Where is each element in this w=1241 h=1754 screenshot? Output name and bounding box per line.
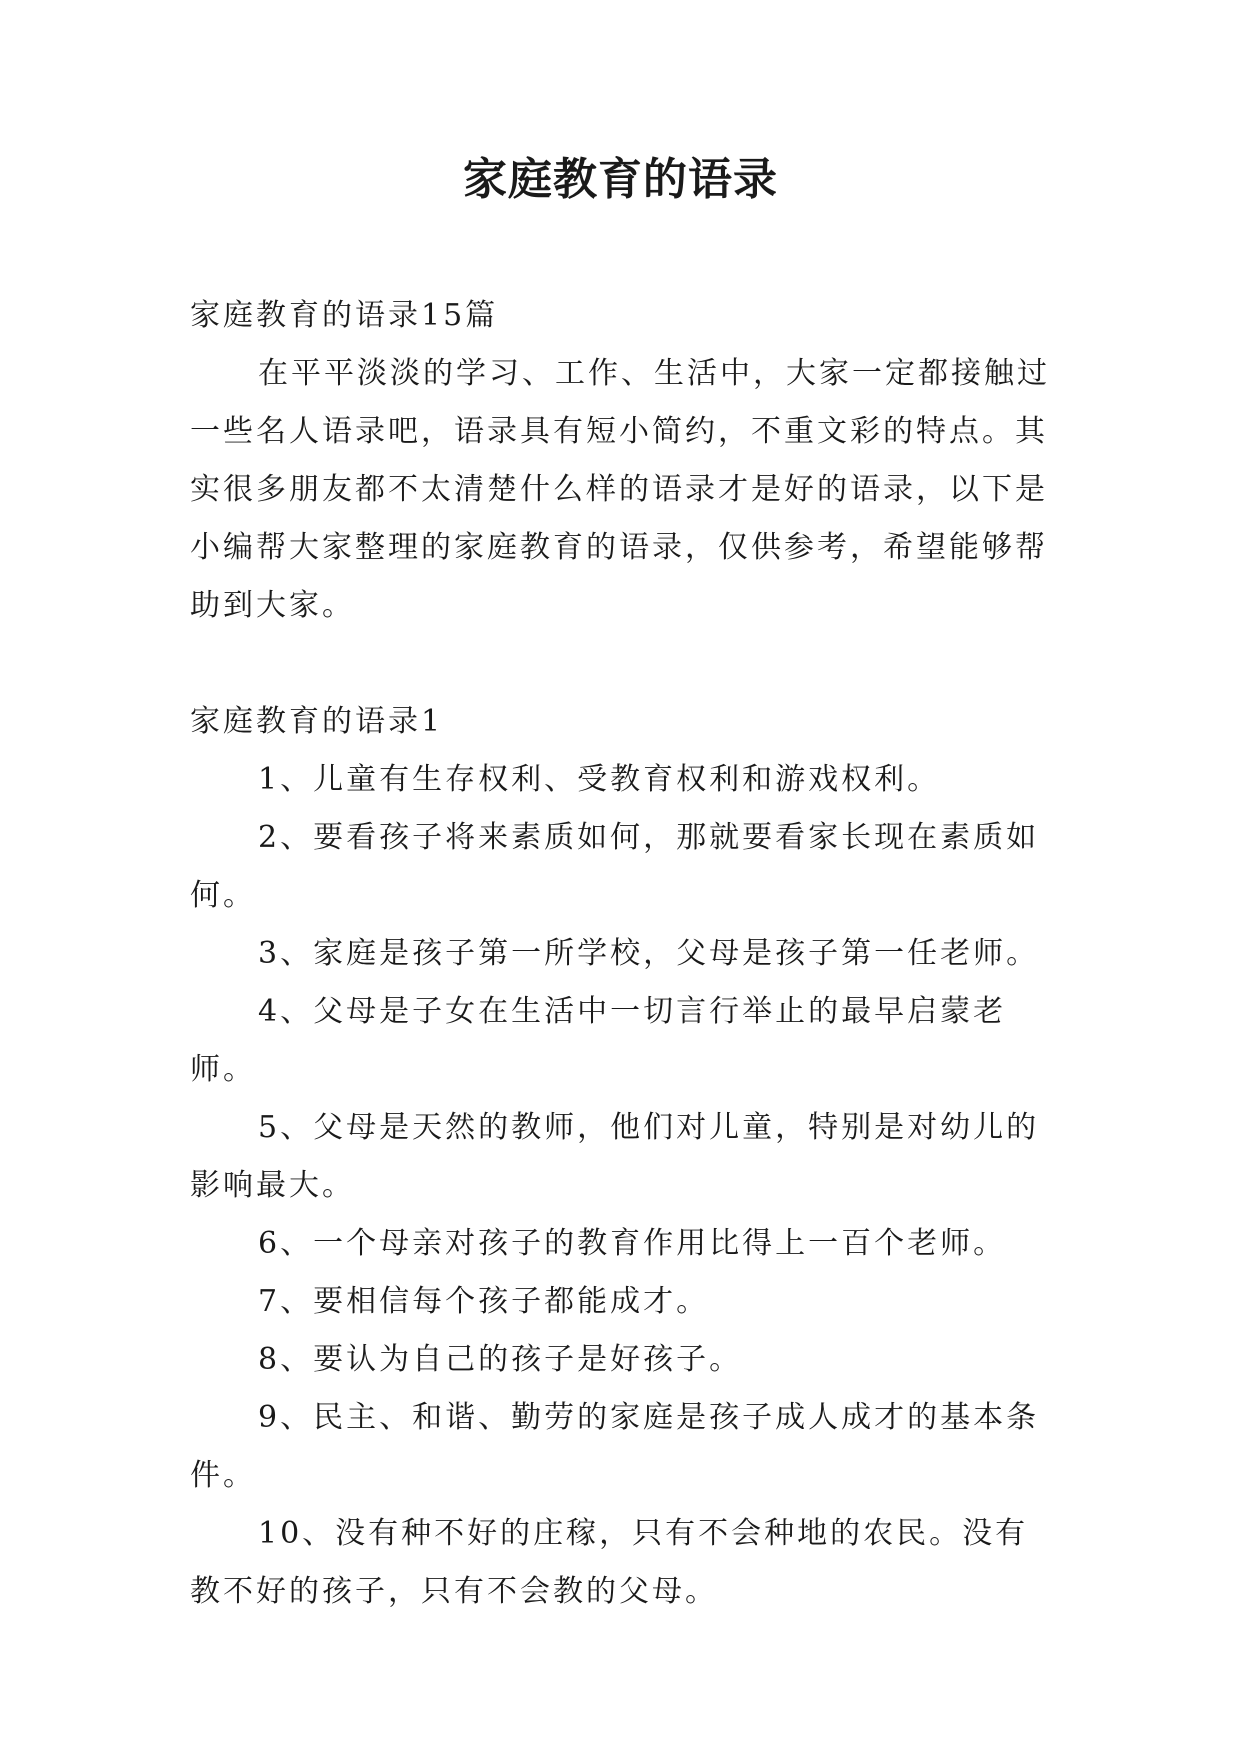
quote-item: 8、要认为自己的孩子是好孩子。 — [258, 1342, 743, 1377]
section-heading: 家庭教育的语录1 — [190, 704, 444, 739]
quote-item: 2、要看孩子将来素质如何，那就要看家长现在素质如何。 — [190, 820, 1040, 913]
quote-item: 9、民主、和谐、勤劳的家庭是孩子成人成才的基本条件。 — [190, 1400, 1040, 1493]
quote-item: 6、一个母亲对孩子的教育作用比得上一百个老师。 — [258, 1226, 1007, 1261]
quote-item: 3、家庭是孩子第一所学校，父母是孩子第一任老师。 — [258, 936, 1040, 971]
quote-item: 1、儿童有生存权利、受教育权利和游戏权利。 — [258, 762, 941, 797]
quote-item: 4、父母是子女在生活中一切言行举止的最早启蒙老师。 — [190, 994, 1007, 1087]
document-body — [190, 287, 1052, 1621]
intro-paragraph: 在平平淡淡的学习、工作、生活中，大家一定都接触过一些名人语录吧，语录具有短小简约，不重文彩的特点。其实很多朋友都不太清楚什么样的语录才是好的语录，以下是小编帮大家整理的家庭教育的语录，仅供参考，希望能够帮助到大家。 — [190, 356, 1050, 623]
quote-item: 10、没有种不好的庄稼，只有不会种地的农民。没有教不好的孩子，只有不会教的父母。 — [190, 1516, 1029, 1609]
quote-item: 5、父母是天然的教师，他们对儿童，特别是对幼儿的影响最大。 — [190, 1110, 1040, 1203]
subtitle: 家庭教育的语录15篇 — [190, 298, 499, 333]
quote-item: 7、要相信每个孩子都能成才。 — [258, 1284, 710, 1319]
document-title: 家庭教育的语录 — [463, 154, 778, 205]
